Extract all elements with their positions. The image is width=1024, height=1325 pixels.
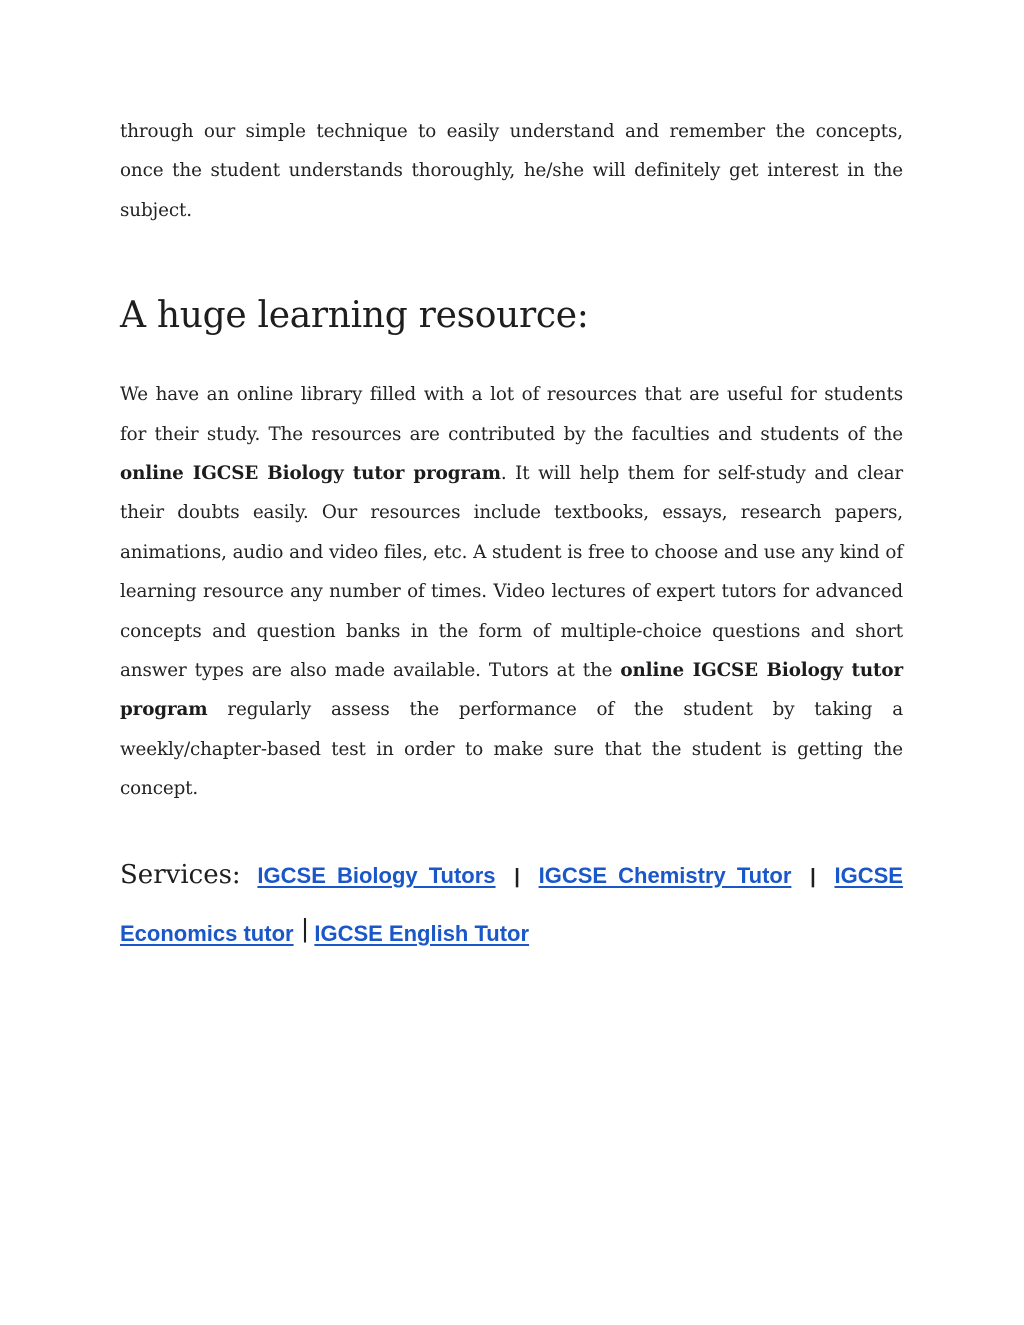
link-separator: | — [810, 865, 816, 888]
document-page — [120, 112, 903, 963]
services-line — [120, 848, 903, 963]
library-paragraph — [120, 375, 903, 808]
library-text-1: We have an online library filled with a lot of resources that are useful for students for their study. The resources are contributed by the faculties and students of the — [120, 384, 903, 445]
library-text-3: regularly assess the performance of the student by taking a weekly/chapter-based test in order to make sure that the student is getting the concept. — [120, 699, 903, 800]
link-separator: | — [514, 865, 520, 888]
link-igcse-chemistry-tutor[interactable]: IGCSE Chemistry Tutor — [538, 862, 792, 888]
section-heading: A huge learning resource: — [120, 295, 589, 337]
intro-paragraph: through our simple technique to easily understand and remember the concepts, once the student understands thoroughly, he/she will definitely get interest in the subject. — [120, 121, 903, 221]
library-bold-program-1: online IGCSE Biology tutor program — [120, 463, 501, 485]
link-igcse-economics-tutor[interactable]: IGCSE Economics tutor — [120, 862, 903, 946]
library-text-2: . It will help them for self-study and clear their doubts easily. Our resources include textbooks, essays, research papers, animations, audio and video files, etc. A student is free to choose and use any kind of learning resource any number of times. Video lectures of expert tutors for advanced concepts and question banks in the form of multiple-choice questions and short answer types are also made available. Tutors at the — [120, 463, 904, 682]
library-bold-program-2: online IGCSE Biology tutor program — [120, 660, 904, 721]
services-label: Services: — [120, 859, 241, 890]
link-igcse-biology-tutors[interactable]: IGCSE Biology Tutors — [257, 862, 496, 888]
link-igcse-english-tutor[interactable]: IGCSE English Tutor — [314, 920, 530, 946]
link-separator: | — [301, 912, 309, 943]
